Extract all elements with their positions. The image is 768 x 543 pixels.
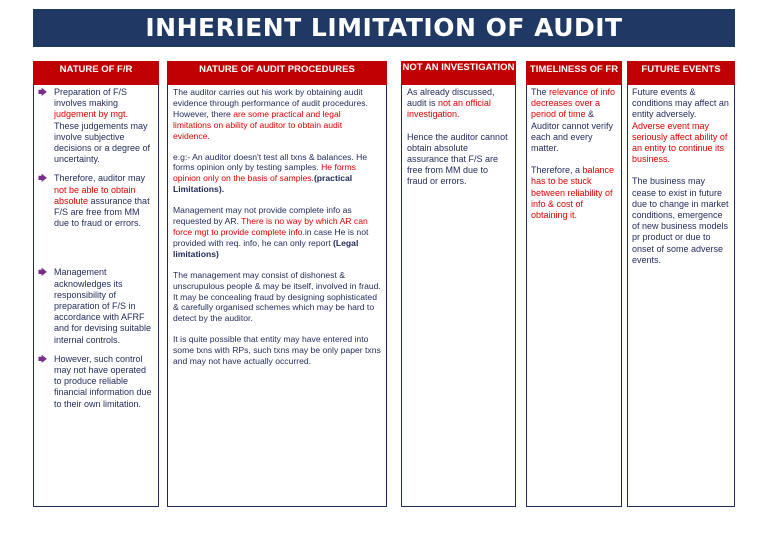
column-heading: NOT AN INVESTIGATION bbox=[401, 61, 516, 85]
column-body bbox=[526, 85, 622, 507]
paragraph-text: e.g:- An auditor doesn't test all txns & balances. He forms opinion only by testing samples. bbox=[173, 151, 368, 173]
paragraph-text: Management may not provide complete info as requested by AR. bbox=[173, 205, 352, 227]
paragraph: It is quite possible that entity may have entered into some txns with RPs, such txns may be only paper txns and may not have actually occurred. bbox=[173, 334, 381, 367]
paragraph-text: & Auditor cannot verify each and every matter. bbox=[531, 109, 614, 154]
arrow-bullet-icon: 🡆 bbox=[38, 267, 48, 278]
bullet-text: Management acknowledges its responsibility of preparation of F/S in accordance with AFRF and for devising suitable internal controls. bbox=[54, 267, 152, 345]
bullet-text: assurance that F/S are free from MM due to fraud or errors. bbox=[54, 195, 150, 229]
paragraph-text: Therefore, a bbox=[531, 165, 583, 176]
bullet-highlight: not be able to obtain absolute bbox=[54, 184, 136, 206]
paragraph bbox=[531, 165, 618, 221]
paragraph bbox=[173, 87, 381, 142]
paragraph bbox=[173, 152, 381, 196]
paragraph bbox=[531, 87, 618, 154]
column-body bbox=[167, 85, 387, 507]
column-not-investigation bbox=[401, 61, 516, 507]
paragraph-highlight: Adverse event may seriously affect ability of an entity to continue its business. bbox=[632, 120, 728, 165]
column-body bbox=[627, 85, 735, 507]
bullet-text: These judgements may involve subjective decisions or a degree of uncertainty. bbox=[54, 120, 151, 165]
paragraph: The management may consist of dishonest & unscrupulous people & may be itself, involved in fraud. It may be concealing fraud by designing sophisticated & carefully organised schemes which may be hard to detect by the auditor. bbox=[173, 269, 381, 324]
column-future-events bbox=[627, 61, 735, 507]
page-title: INHERIENT LIMITATION OF AUDIT bbox=[33, 9, 735, 47]
column-heading: NATURE OF F/R bbox=[33, 61, 159, 85]
list-item bbox=[34, 267, 152, 345]
arrow-bullet-icon: 🡆 bbox=[38, 87, 48, 97]
paragraph-highlight: He forms opinion only on the basis of samples. bbox=[173, 162, 356, 184]
paragraph-highlight: balance has to be stuck between reliability of info & cost of obtaining it. bbox=[531, 165, 615, 221]
list-item bbox=[34, 87, 152, 165]
paragraph-bold: (Legal limitations) bbox=[173, 237, 359, 259]
paragraph-highlight: relevance of info decreases over a period of time bbox=[531, 87, 616, 120]
bullet-text: Preparation of F/S involves making bbox=[54, 87, 128, 109]
arrow-bullet-icon: 🡆 bbox=[38, 353, 48, 364]
paragraph bbox=[632, 87, 731, 165]
bullet-highlight: judgement by mgt. bbox=[54, 109, 129, 120]
column-heading: TIMELINESS OF FR bbox=[526, 61, 622, 85]
paragraph: Hence the auditor cannot obtain absolute assurance that F/S are free from MM due to fraud or errors. bbox=[407, 131, 508, 187]
paragraph-highlight: There is no way by which AR can force mgt to provide complete info. bbox=[173, 216, 368, 237]
paragraph-bold: (practical Limitations). bbox=[173, 173, 353, 195]
paragraph-text: The auditor carries out his work by obtaining audit evidence through performance of audit procedures. However, there bbox=[173, 87, 368, 119]
column-body bbox=[401, 85, 516, 507]
paragraph bbox=[173, 205, 381, 260]
list-item bbox=[34, 173, 152, 229]
paragraph-highlight: not an official investigation. bbox=[407, 98, 491, 120]
bullet-text: Therefore, auditor may bbox=[54, 173, 146, 184]
paragraph-highlight: are some practical and legal limitations on ability of auditor to obtain audit evidence. bbox=[173, 108, 343, 141]
column-heading: NATURE OF AUDIT PROCEDURES bbox=[167, 61, 387, 85]
list-item bbox=[34, 354, 152, 410]
paragraph-text: As already discussed, audit is bbox=[407, 87, 495, 109]
column-audit-procedures bbox=[167, 61, 387, 507]
paragraph-text: The bbox=[531, 87, 550, 97]
paragraph-text: in case He is not provided with req. info, he can only report bbox=[173, 226, 369, 248]
paragraph: The business may cease to exist in future due to change in market conditions, emergence of new business models pr product or due to onset of some adverse events. bbox=[632, 176, 729, 265]
paragraph bbox=[407, 87, 511, 121]
column-body bbox=[33, 85, 159, 507]
bullet-text: However, such control may not have operated to produce reliable financial information due to their own limitation. bbox=[54, 353, 152, 409]
paragraph-text: Future events & conditions may affect an entity adversely. bbox=[632, 87, 729, 120]
column-timeliness bbox=[526, 61, 622, 507]
arrow-bullet-icon: 🡆 bbox=[38, 173, 48, 184]
column-heading: FUTURE EVENTS bbox=[627, 61, 735, 85]
column-nature-fs bbox=[33, 61, 159, 507]
